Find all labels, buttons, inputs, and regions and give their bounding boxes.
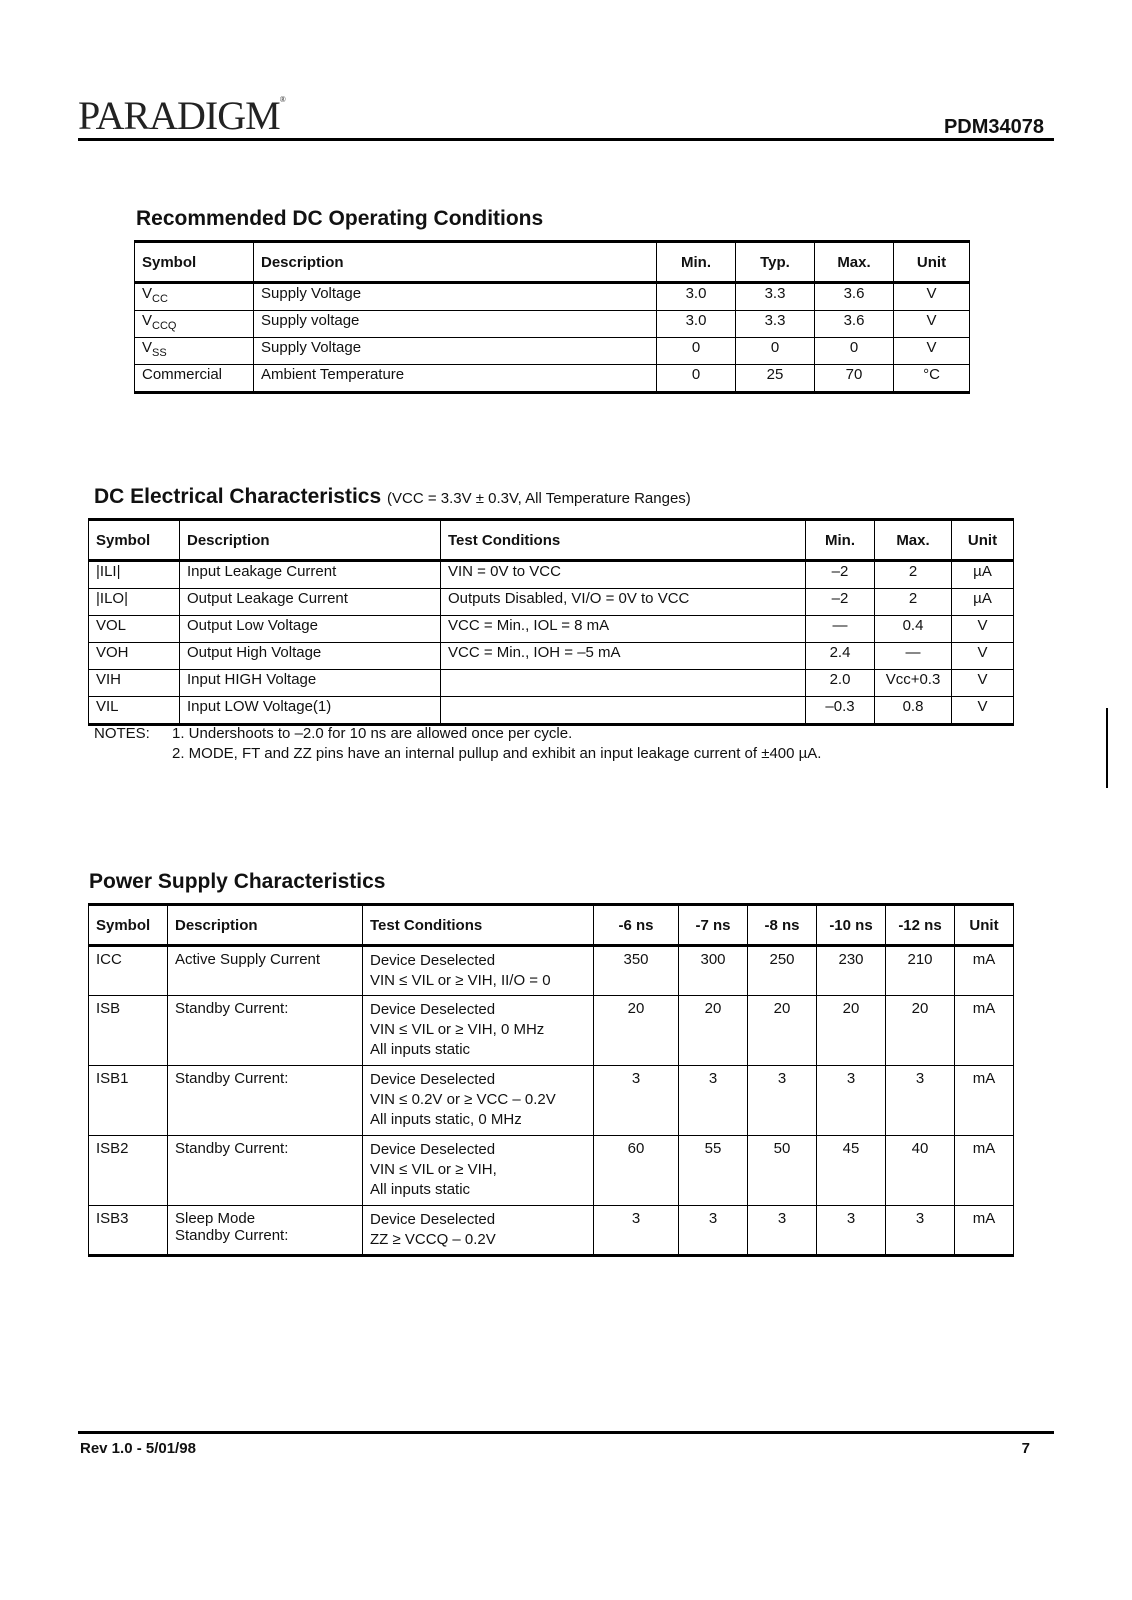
rec-dc-table — [134, 240, 970, 394]
table-cell: V — [952, 643, 1014, 670]
table-cell: 230 — [817, 946, 886, 996]
table-cell: VCC = Min., IOL = 8 mA — [441, 616, 806, 643]
condition-line: Device Deselected — [370, 1001, 496, 1018]
table-cell: µA — [952, 589, 1014, 616]
table-cell: 3 — [748, 1066, 817, 1136]
table-cell: 3 — [594, 1066, 679, 1136]
conditions-cell — [363, 996, 594, 1066]
symbol-cell: VIH — [89, 670, 180, 697]
table-row — [89, 1066, 1014, 1136]
col-header: Description — [254, 242, 657, 283]
table-cell: 55 — [679, 1136, 748, 1206]
table-cell: V — [894, 338, 970, 365]
table-cell: Sleep Mode Standby Current: — [168, 1206, 363, 1256]
table-cell: Outputs Disabled, VI/O = 0V to VCC — [441, 589, 806, 616]
table-cell: 3.3 — [736, 283, 815, 311]
table-row — [89, 561, 1014, 589]
table-cell: Output High Voltage — [180, 643, 441, 670]
condition-line: VIN ≤ VIL or ≥ VIH, 0 MHz — [370, 1021, 545, 1038]
table-row — [89, 589, 1014, 616]
company-logo: PARADIGM® — [78, 93, 285, 138]
conditions-cell — [363, 1136, 594, 1206]
conditions-cell — [363, 1066, 594, 1136]
table-cell: VIN = 0V to VCC — [441, 561, 806, 589]
table-cell: 20 — [886, 996, 955, 1066]
power-title: Power Supply Characteristics — [89, 870, 386, 893]
col-header: Max. — [875, 520, 952, 561]
table-cell: 3 — [594, 1206, 679, 1256]
col-header: -12 ns — [886, 905, 955, 946]
table-cell: 70 — [815, 365, 894, 393]
symbol-cell: $V_{CCQ}$ — [135, 311, 254, 338]
table-cell: 3 — [817, 1206, 886, 1256]
table-cell: 3.6 — [815, 311, 894, 338]
conditions-cell — [363, 1206, 594, 1256]
symbol-cell: Commercial — [135, 365, 254, 393]
table-cell: 0.4 — [875, 616, 952, 643]
condition-line: All inputs static, 0 MHz — [370, 1111, 522, 1128]
table-cell: 3.3 — [736, 311, 815, 338]
condition-line: Device Deselected — [370, 1211, 496, 1228]
table-cell: Output Leakage Current — [180, 589, 441, 616]
table-cell: 2.0 — [806, 670, 875, 697]
table-row — [89, 697, 1014, 725]
table-cell: 3 — [817, 1066, 886, 1136]
table-cell: 350 — [594, 946, 679, 996]
table-cell — [441, 670, 806, 697]
table-cell: Supply Voltage — [254, 283, 657, 311]
condition-line: Device Deselected — [370, 952, 496, 969]
symbol-cell: ISB2 — [89, 1136, 168, 1206]
condition-line: VIN ≤ VIL or ≥ VIH, II/O = 0 — [370, 972, 551, 989]
table-cell: Ambient Temperature — [254, 365, 657, 393]
condition-line: Device Deselected — [370, 1071, 496, 1088]
table-cell: –2 — [806, 589, 875, 616]
table-row — [89, 946, 1014, 996]
table-cell: V — [894, 283, 970, 311]
table-cell: mA — [955, 1066, 1014, 1136]
symbol-cell: ISB1 — [89, 1066, 168, 1136]
table-cell: 210 — [886, 946, 955, 996]
table-cell: V — [952, 697, 1014, 725]
symbol-cell: VOH — [89, 643, 180, 670]
table-cell: 25 — [736, 365, 815, 393]
table-cell: 3 — [886, 1206, 955, 1256]
table-cell: 2 — [875, 561, 952, 589]
table-cell: 2.4 — [806, 643, 875, 670]
table-row — [89, 616, 1014, 643]
col-header: Symbol — [89, 520, 180, 561]
table-cell: Input LOW Voltage(1) — [180, 697, 441, 725]
table-cell: 3.6 — [815, 283, 894, 311]
notes-label: NOTES: — [94, 725, 150, 742]
header-rule — [78, 138, 1054, 141]
table-cell: 0 — [736, 338, 815, 365]
table-row — [89, 643, 1014, 670]
col-header: Min. — [806, 520, 875, 561]
document-id: PDM34078 — [943, 116, 1044, 138]
table-cell: VCC = Min., IOH = –5 mA — [441, 643, 806, 670]
table-cell: Standby Current: — [168, 1136, 363, 1206]
col-header: Max. — [815, 242, 894, 283]
table-cell: V — [952, 670, 1014, 697]
table-cell: 2 — [875, 589, 952, 616]
power-table — [88, 903, 1014, 1257]
table-row — [89, 996, 1014, 1066]
table-cell: °C — [894, 365, 970, 393]
table-cell: Supply voltage — [254, 311, 657, 338]
table-cell: 250 — [748, 946, 817, 996]
symbol-cell: $V_{SS}$ — [135, 338, 254, 365]
footer-revision: Rev 1.0 - 5/01/98 — [80, 1440, 196, 1457]
table-cell: mA — [955, 996, 1014, 1066]
table-cell: 50 — [748, 1136, 817, 1206]
condition-line: Device Deselected — [370, 1141, 496, 1158]
condition-line: VIN ≤ 0.2V or ≥ VCC – 0.2V — [370, 1091, 556, 1108]
table-cell: 3.0 — [657, 283, 736, 311]
col-header: -8 ns — [748, 905, 817, 946]
col-header: Symbol — [89, 905, 168, 946]
table-cell: mA — [955, 1206, 1014, 1256]
table-cell: V — [952, 616, 1014, 643]
col-header: Unit — [952, 520, 1014, 561]
table-cell: 20 — [594, 996, 679, 1066]
table-cell: 40 — [886, 1136, 955, 1206]
table-cell: 3.0 — [657, 311, 736, 338]
table-cell: mA — [955, 946, 1014, 996]
rec-dc-title: Recommended DC Operating Conditions — [136, 207, 544, 230]
table-cell — [441, 697, 806, 725]
table-cell: Vcc+0.3 — [875, 670, 952, 697]
table-cell: Active Supply Current — [168, 946, 363, 996]
table-cell: 0 — [657, 365, 736, 393]
col-header: Description — [180, 520, 441, 561]
table-cell: 60 — [594, 1136, 679, 1206]
symbol-cell: ICC — [89, 946, 168, 996]
page-number: 7 — [1021, 1440, 1030, 1457]
table-cell: µA — [952, 561, 1014, 589]
table-cell: –0.3 — [806, 697, 875, 725]
table-row — [89, 670, 1014, 697]
condition-line: All inputs static — [370, 1041, 471, 1058]
symbol-cell: |ILI| — [89, 561, 180, 589]
note-item: 1. Undershoots to –2.0 for 10 ns are allowed once per cycle. — [172, 725, 573, 742]
col-header: Unit — [955, 905, 1014, 946]
col-header: Unit — [894, 242, 970, 283]
table-cell: Output Low Voltage — [180, 616, 441, 643]
change-bar — [1106, 708, 1108, 788]
col-header: Min. — [657, 242, 736, 283]
table-cell: mA — [955, 1136, 1014, 1206]
table-cell: 0 — [657, 338, 736, 365]
note-item: 2. MODE, FT and ZZ pins have an internal pullup and exhibit an input leakage current of ±400 µA. — [172, 745, 822, 762]
table-cell: — — [806, 616, 875, 643]
table-cell: 3 — [886, 1066, 955, 1136]
table-cell: 3 — [679, 1206, 748, 1256]
col-header: Symbol — [135, 242, 254, 283]
table-cell: 20 — [817, 996, 886, 1066]
table-cell: 3 — [748, 1206, 817, 1256]
symbol-cell: ISB3 — [89, 1206, 168, 1256]
table-row — [135, 338, 970, 365]
table-cell: Supply Voltage — [254, 338, 657, 365]
col-header: Test Conditions — [363, 905, 594, 946]
col-header: Typ. — [736, 242, 815, 283]
table-row — [135, 311, 970, 338]
table-row — [135, 365, 970, 393]
symbol-cell: VOL — [89, 616, 180, 643]
symbol-cell: VIL — [89, 697, 180, 725]
table-cell: V — [894, 311, 970, 338]
dc-elec-title: DC Electrical Characteristics (VCC = 3.3V ± 0.3V, All Temperature Ranges) — [94, 485, 691, 508]
col-header: -7 ns — [679, 905, 748, 946]
condition-line: VIN ≤ VIL or ≥ VIH, — [370, 1161, 497, 1178]
symbol-cell: ISB — [89, 996, 168, 1066]
condition-line: All inputs static — [370, 1181, 471, 1198]
symbol-cell: $V_{CC}$ — [135, 283, 254, 311]
table-cell: 45 — [817, 1136, 886, 1206]
footer-rule — [78, 1431, 1054, 1434]
table-row — [135, 283, 970, 311]
table-row — [89, 1136, 1014, 1206]
table-cell: Input HIGH Voltage — [180, 670, 441, 697]
table-cell: 0.8 — [875, 697, 952, 725]
table-cell: 20 — [748, 996, 817, 1066]
table-cell: –2 — [806, 561, 875, 589]
table-cell: 20 — [679, 996, 748, 1066]
table-cell: 3 — [679, 1066, 748, 1136]
conditions-cell — [363, 946, 594, 996]
table-cell: Standby Current: — [168, 1066, 363, 1136]
table-cell: Standby Current: — [168, 996, 363, 1066]
symbol-cell: |ILO| — [89, 589, 180, 616]
table-cell: 300 — [679, 946, 748, 996]
table-row — [89, 1206, 1014, 1256]
col-header: -10 ns — [817, 905, 886, 946]
dc-elec-table — [88, 518, 1014, 726]
col-header: Test Conditions — [441, 520, 806, 561]
col-header: -6 ns — [594, 905, 679, 946]
col-header: Description — [168, 905, 363, 946]
dc-elec-subtitle: (VCC = 3.3V ± 0.3V, All Temperature Ranges) — [386, 490, 691, 507]
table-cell: — — [875, 643, 952, 670]
table-cell: Input Leakage Current — [180, 561, 441, 589]
table-cell: 0 — [815, 338, 894, 365]
condition-line: ZZ ≥ VCCQ – 0.2V — [370, 1231, 496, 1248]
